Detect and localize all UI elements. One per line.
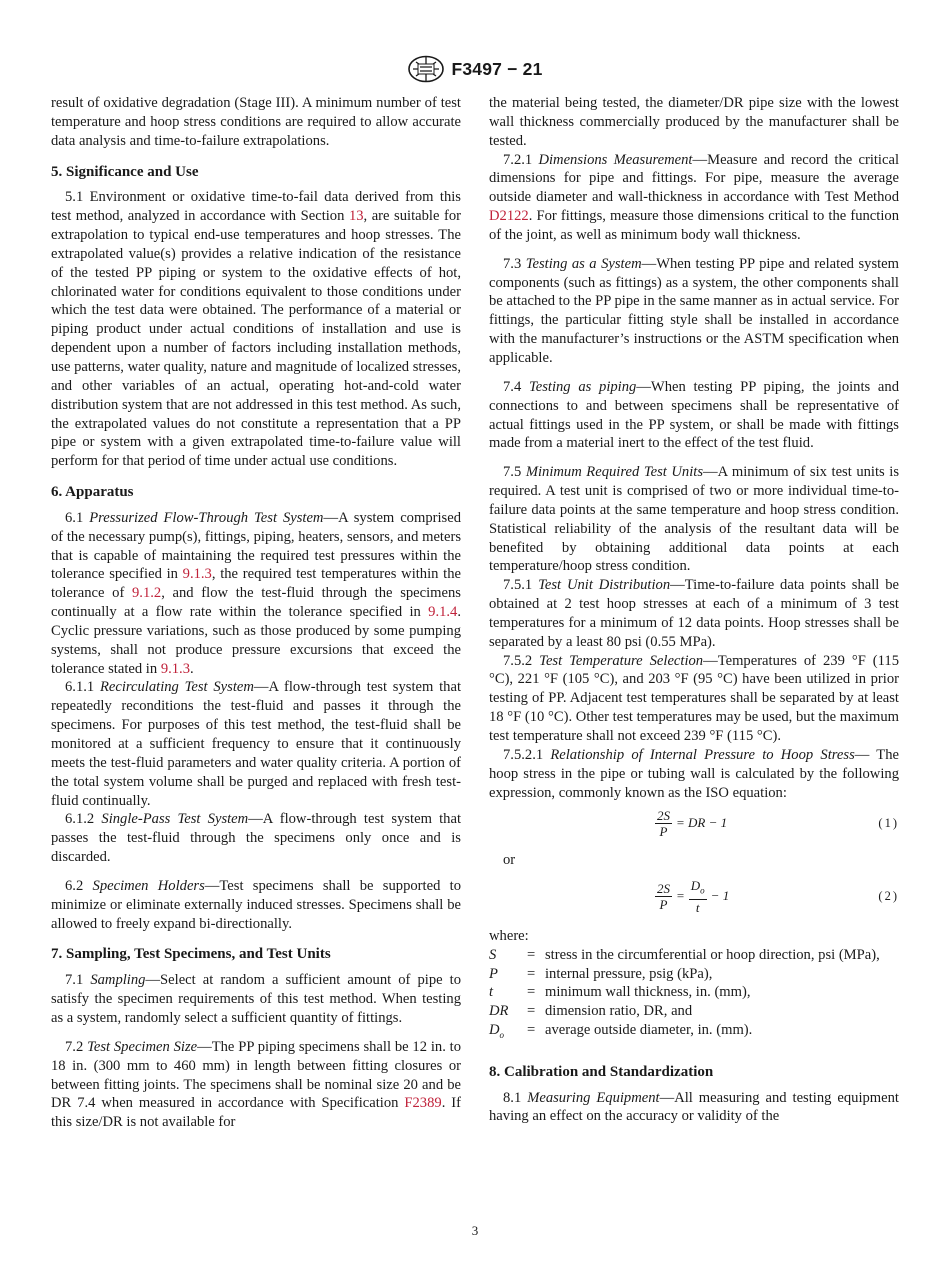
para-7-2-1: 7.2.1 Dimensions Measurement—Measure and record the critical dimensions for pipe and fittings. For pipe, measure the average outside diameter and wall-thickness in accordance with Test Method D2122. For fittings, measure those dimensions critical to the function of the joint, as well as minimum body wall thickness. <box>489 151 899 243</box>
variable-row: DR = dimension ratio, DR, and <box>489 1003 693 1020</box>
right-column <box>489 94 899 1126</box>
para-6-1: 6.1 Pressurized Flow-Through Test System—A system comprised of the necessary pump(s), fittings, piping, heaters, sensors, and meters that is capable of maintaining the required test pressures within the tolerance specified in 9.1.3, the required test temperatures within the tolerance of 9.1.2, and flow the test-fluid through the specimens continually at a flow rate within the tolerance specified in 9.1.4. Cyclic pressure variations, such as those produced by some pumping systems, shall not produce pressure excursions that exceed the tolerance stated in 9.1.3. <box>51 509 461 677</box>
variable-row: $D_o$ = average outside diameter, in. (mm). <box>489 1022 753 1040</box>
para-6-2: 6.2 Specimen Holders—Test specimens shall be supported to minimize or eliminate externally induced stresses. Specimens shall be allowed to freely expand bi-directionally. <box>51 877 462 932</box>
para-7-5-2: 7.5.2 Test Temperature Selection—Temperatures of 239 °F (115 °C), 221 °F (105 °C), and 203 °F (95 °C) have been utilized in prior testing of PP. Adjacent test temperatures shall be separated by at least 18 °F (10 °C). Other test temperatures may be used, but the maximum test temperature shall not exceed 239 °F (115 °C). <box>489 652 900 744</box>
link-section-13[interactable]: 13 <box>348 208 364 225</box>
link-9-1-3-b[interactable]: 9.1.3 <box>160 660 190 677</box>
para-7-5: 7.5 Minimum Required Test Units—A minimum of six test units is required. A test unit is comprised of two or more individual time-to-failure data points at the same temperature and hoop stress condition. Statistical reliability of the analysis of the resultant data will be benefited by obtaining additional data points at each temperature/hoop stress condition. <box>489 464 900 575</box>
page-number: 3 <box>471 1223 479 1238</box>
link-9-1-2[interactable]: 9.1.2 <box>132 585 162 602</box>
equation-1-number: (1) <box>878 816 899 831</box>
equation-1: $\frac{2S}{P}$ = DR − 1 (1) <box>657 808 899 840</box>
section-6-heading: 6. Apparatus <box>51 484 134 501</box>
link-9-1-4[interactable]: 9.1.4 <box>428 604 458 621</box>
intro-paragraph: result of oxidative degradation (Stage III). A minimum number of test temperature and hoop stress conditions are required to allow accurate data analysis and time-to-failure extrapolations. <box>51 95 461 149</box>
section-7-heading: 7. Sampling, Test Specimens, and Test Units <box>51 946 331 963</box>
fraction-do-over-t: $\frac{D_o}{t}$ <box>690 878 705 915</box>
para-7-4: 7.4 Testing as piping—When testing PP piping, the joints and connections to and between specimens shall be representative of actual fittings used in the PP system, or shall be made with fittings made from a material inert to the effect of the test fluid. <box>489 378 899 452</box>
document-code: F3497 − 21 <box>451 58 543 79</box>
para-8-1: 8.1 Measuring Equipment—All measuring and testing equipment having an effect on the accuracy or validity of the <box>489 1089 899 1125</box>
para-7-3: 7.3 Testing as a System—When testing PP pipe and related system components (such as fittings) as a system, the other components shall be attached to the PP pipe in the same manner as in actual service. For fittings, the particular fitting style shall be installed in accordance with the manufacturer’s instructions or the ASTM specification when applicable. <box>489 255 900 366</box>
section-8-heading: 8. Calibration and Standardization <box>489 1063 714 1080</box>
left-column <box>51 94 461 1132</box>
para-6-1-1: 6.1.1 Recirculating Test System—A flow-through test system that repeatedly reconditions the test-fluid and passes it through the specimens. For purposes of this test method, the test-fluid shall be monitored at a sufficient frequency to ensure that it continuously meets the test-fluid parameters and water quality criteria. A portion of the total system volume shall be purged and replaced with fresh test-fluid continually. <box>51 679 461 809</box>
section-5-heading: 5. Significance and Use <box>51 163 199 180</box>
link-f2389[interactable]: F2389 <box>404 1095 442 1112</box>
equation-2: $\frac{2S}{P}$ = $\frac{D_o}{t}$ − 1 (2) <box>657 878 899 915</box>
where-label: where: <box>489 927 529 944</box>
para-7-2-cont: the material being tested, the diameter/DR pipe size with the lowest wall thickness commercially produced by the manufacturer shall be tested. <box>489 95 899 149</box>
para-7-5-2-1: 7.5.2.1 Relationship of Internal Pressure to Hoop Stress— The hoop stress in the pipe or tubing wall is calculated by the following expression, commonly known as the ISO equation: <box>489 746 899 801</box>
para-6-1-2: 6.1.2 Single-Pass Test System—A flow-through test system that passes the test-fluid through the specimens only once and is discarded. <box>51 811 462 866</box>
equation-2-number: (2) <box>878 889 899 904</box>
variable-row: t = minimum wall thickness, in. (mm), <box>489 984 751 1001</box>
link-9-1-3[interactable]: 9.1.3 <box>182 566 212 583</box>
or-text: or <box>503 852 516 869</box>
link-d2122[interactable]: D2122 <box>489 208 529 225</box>
variable-row: P = internal pressure, psig (kPa), <box>489 965 713 982</box>
astm-logo-icon <box>407 55 445 83</box>
para-7-5-1: 7.5.1 Test Unit Distribution—Time-to-failure data points shall be obtained at 2 test hoop stresses at each of a minimum of 3 test temperatures for a minimum of 12 data points. Hoop stresses shall be separated by a least 80 psi (0.55 MPa). <box>489 577 900 650</box>
para-7-1: 7.1 Sampling—Select at random a sufficient amount of pipe to satisfy the specimen requirements of this test method. When testing as a system, randomly select a sufficient quantity of fittings. <box>51 972 462 1026</box>
variable-list <box>489 946 899 1045</box>
fraction-2s-over-p-2: $\frac{2S}{P}$ <box>657 881 670 913</box>
fraction-2s-over-p: $\frac{2S}{P}$ <box>657 808 670 840</box>
variable-row: S = stress in the circumferential or hoop direction, psi (MPa), <box>489 946 880 963</box>
page-header <box>0 55 950 83</box>
para-7-2: 7.2 Test Specimen Size—The PP piping specimens shall be 12 in. to 18 in. (300 mm to 460 mm) in length between fitting closures or between fitting joints. The specimens shall be nominal size 20 and be DR 7.4 when measured in accordance with Specification F2389. If this size/DR is not available for <box>51 1038 462 1131</box>
para-5-1: 5.1 Environment or oxidative time-to-fail data derived from this test method, analyzed in accordance with Section 13, are suitable for extrapolation to typical end-use temperatures and hoop stresses. The extrapolated value(s) provides a relative indication of the resistance of the tested PP piping or system to the oxidative effects of hot, chlorinated water for conditions equivalent to those conditions under which the test data were obtained. The performance of a material or piping product under actual conditions of installation and use is dependent upon a number of factors including installation methods, use patterns, water quality, nature and magnitude of localized stresses, and other variables of an actual, operating hot-and-cold water distribution system that are not addressed in this test method. As such, the extrapolated values do not constitute a representation that a PP pipe or system with a given extrapolated time-to-failure value will perform for that period of time under actual use conditions. <box>51 189 461 470</box>
